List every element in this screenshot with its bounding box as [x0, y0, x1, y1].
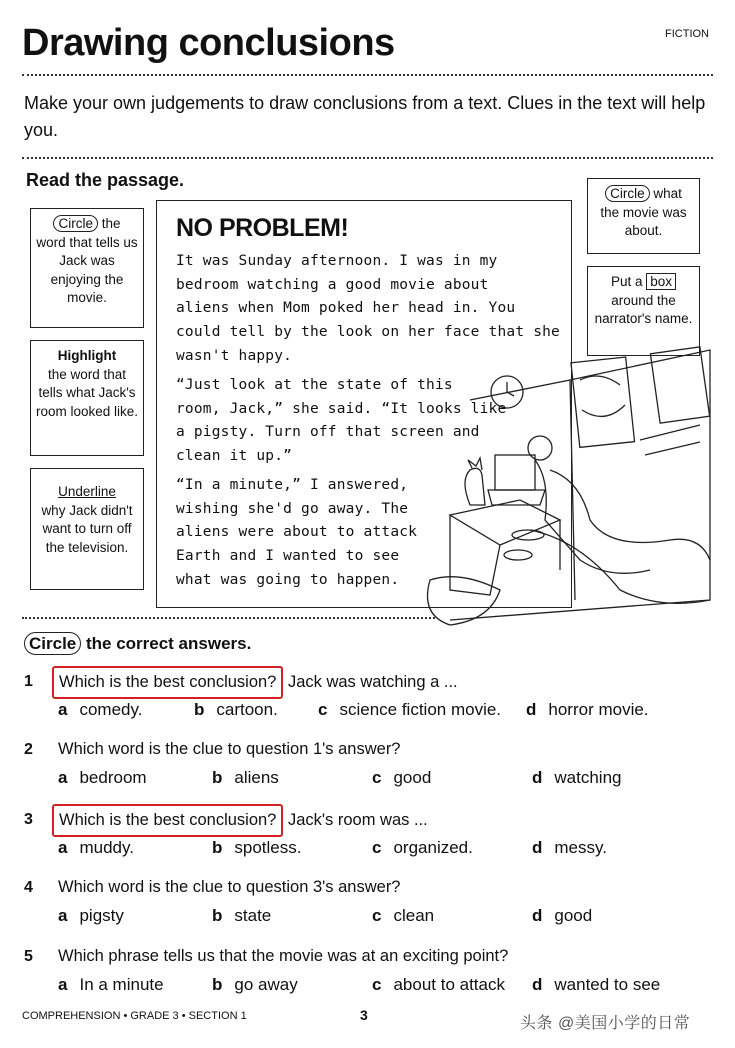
passage-paragraph-1: It was Sunday afternoon. I was in my bedroom watching a good movie about aliens when Mom poked her head in. You could tell by the look on her face that she wasn't happy.: [176, 253, 560, 364]
note-underline-tv: Underline why Jack didn't want to turn off the television.: [30, 468, 144, 590]
option[interactable]: b cartoon.: [194, 700, 278, 719]
option[interactable]: c organized.: [372, 838, 473, 857]
highlight-word: Highlight: [57, 348, 117, 363]
conclusion-highlight-box: Which is the best conclusion?: [52, 804, 283, 837]
question-5-text: Which phrase tells us that the movie was at an exciting point?: [58, 947, 509, 965]
category-label: FICTION: [665, 28, 709, 40]
box-word: box: [646, 273, 676, 290]
question-number: 5: [24, 948, 33, 965]
watermark: 头条 @美国小学的日常: [520, 1015, 691, 1032]
option[interactable]: a pigsty: [58, 906, 124, 925]
question-1-text: Which is the best conclusion? Jack was watching a ...: [52, 666, 458, 699]
questions-heading: Circle the correct answers.: [24, 634, 251, 654]
story-title: NO PROBLEM!: [176, 214, 349, 242]
option[interactable]: b spotless.: [212, 838, 302, 857]
question-4-text: Which word is the clue to question 3's answer?: [58, 878, 401, 896]
option[interactable]: a bedroom: [58, 768, 147, 787]
option[interactable]: a muddy.: [58, 838, 134, 857]
option[interactable]: b aliens: [212, 768, 279, 787]
question-number: 1: [24, 673, 33, 690]
option[interactable]: c science fiction movie.: [318, 700, 502, 719]
option[interactable]: c good: [372, 768, 432, 787]
read-heading: Read the passage.: [26, 170, 185, 190]
option[interactable]: c about to attack: [372, 975, 505, 994]
option[interactable]: a comedy.: [58, 700, 143, 719]
divider: [22, 617, 435, 619]
footer-label: COMPREHENSION • GRADE 3 • SECTION 1: [22, 1010, 247, 1022]
circle-word: Circle: [24, 632, 81, 655]
note-box-name: Put a box around the narrator's name.: [587, 266, 700, 356]
divider: [22, 157, 713, 159]
option[interactable]: d horror movie.: [526, 700, 649, 719]
conclusion-highlight-box: Which is the best conclusion?: [52, 666, 283, 699]
option[interactable]: d watching: [532, 768, 622, 787]
page-title: Drawing conclusions: [22, 22, 395, 64]
option[interactable]: d wanted to see: [532, 975, 661, 994]
note-highlight-room: Highlight the word that tells what Jack's room looked like.: [30, 340, 144, 456]
option[interactable]: a In a minute: [58, 975, 164, 994]
option[interactable]: c clean: [372, 906, 435, 925]
question-2-text: Which word is the clue to question 1's answer?: [58, 740, 401, 758]
underline-word: Underline: [58, 484, 116, 499]
option[interactable]: b go away: [212, 975, 298, 994]
question-number: 3: [24, 811, 33, 828]
option[interactable]: b state: [212, 906, 272, 925]
question-3-text: Which is the best conclusion? Jack's room was ...: [52, 804, 428, 837]
circle-word: Circle: [605, 185, 650, 202]
question-number: 4: [24, 879, 33, 896]
circle-word: Circle: [53, 215, 98, 232]
note-circle-movie: Circle what the movie was about.: [587, 178, 700, 254]
divider: [22, 74, 713, 76]
note-circle-enjoying: Circle the word that tells us Jack was enjoying the movie.: [30, 208, 144, 328]
passage-paragraph-2: “Just look at the state of this room, Jack,” she said. “It looks like a pigsty. Turn off that screen and clean it up.”: [176, 377, 507, 465]
passage-paragraph-3: “In a minute,” I answered, wishing she'd go away. The aliens were about to attack Earth and I wanted to see what was going to happen.: [176, 477, 418, 588]
option[interactable]: d good: [532, 906, 593, 925]
question-number: 2: [24, 741, 33, 758]
page-number: 3: [360, 1007, 368, 1023]
intro-text: Make your own judgements to draw conclusions from a text. Clues in the text will help you.: [24, 93, 706, 140]
option[interactable]: d messy.: [532, 838, 607, 857]
